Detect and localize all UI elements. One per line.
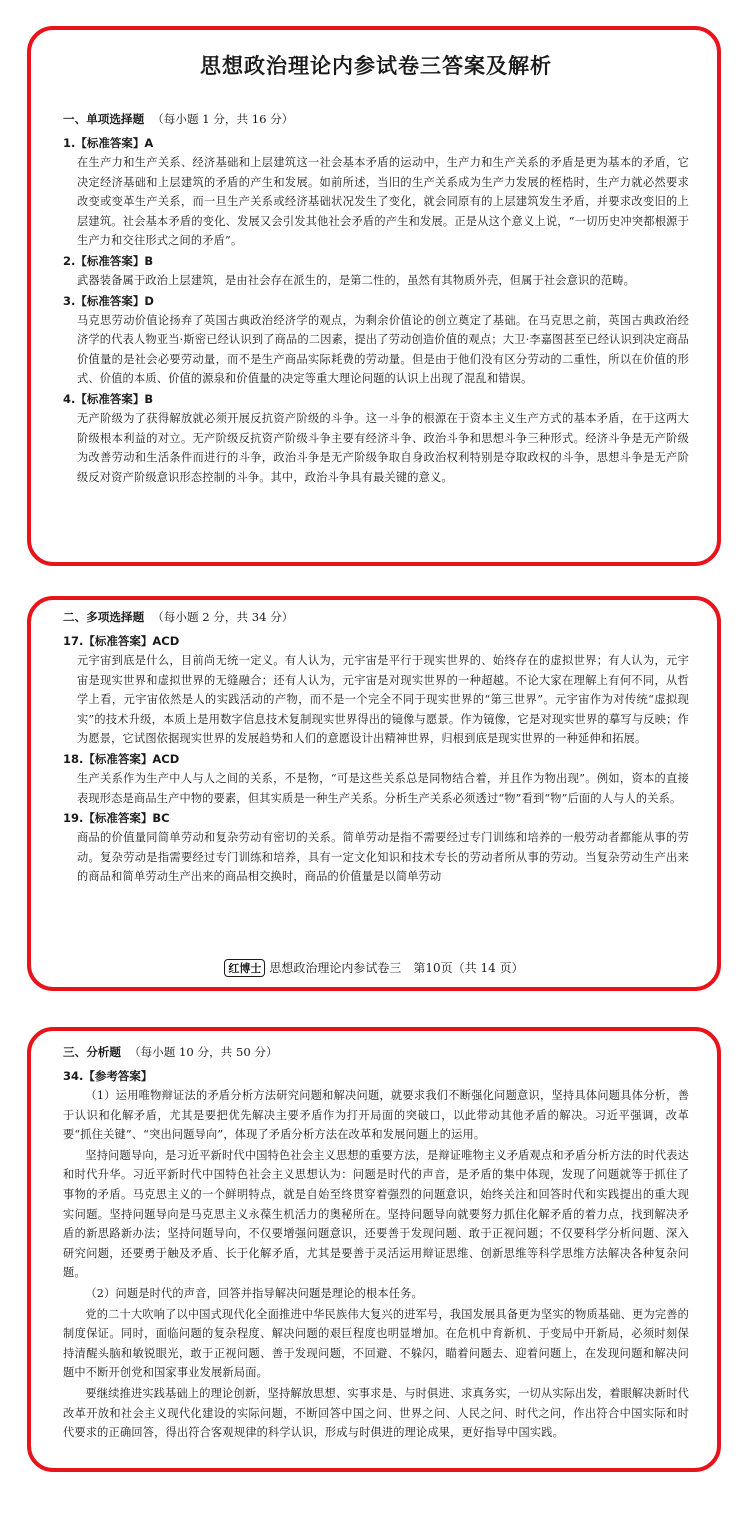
section-card-analysis	[27, 1027, 721, 1472]
answer-explanation: 马克思劳动价值论扬弃了英国古典政治经济学的观点，为剩余价值论的创立奠定了基础。在马克思之前，英国古典政治经济学的代表人物亚当·斯密已经认识到了商品的二因素，提出了劳动创造价值的观点；大卫·李嘉图甚至已经认识到决定商品价值量的是社会必要劳动量，而不是生产商品实际耗费的劳动量。但是由于他们没有区分劳动的二重性，所以在价值的形式、价值的本质、价值的源泉和价值量的决定等重大理论问题的认识上出现了混乱和错误。	[77, 313, 689, 386]
brand-logo: 红博士	[224, 959, 265, 977]
section-score-note: （每小题 2 分，共 34 分）	[152, 610, 294, 624]
answer-label-text: 19.【标准答案】BC	[63, 811, 170, 826]
answer-label	[63, 750, 689, 769]
answer-label	[63, 809, 689, 828]
answer-paragraph: （1）运用唯物辩证法的矛盾分析方法研究问题和解决问题，就要求我们不断强化问题意识，坚持具体问题具体分析，善于认识和化解矛盾，尤其是要把优先解决主要矛盾作为打开局面的突破口，以此带动其他矛盾的解决。习近平强调，改革要“抓住关键”、“突出问题导向”，体现了矛盾分析方法在改革和发展问题上的运用。	[63, 1089, 689, 1142]
section-card-multiple-choice	[27, 596, 721, 991]
answer-label-text: 34.【参考答案】	[63, 1069, 153, 1083]
page-footer	[31, 959, 717, 977]
section-card-single-choice	[27, 26, 721, 566]
answer-label	[63, 390, 689, 409]
answer-label-text: 1.【标准答案】A	[63, 136, 154, 150]
answer-explanation: 元宇宙到底是什么，目前尚无统一定义。有人认为，元宇宙是平行于现实世界的、始终存在的虚拟世界；有人认为，元宇宙是现实世界和虚拟世界的无缝融合；还有人认为，元宇宙是对现实世界的一种超越。不论大家在理解上有何不同，从哲学上看，元宇宙依然是人的实践活动的产物，而不是一个完全不同于现实世界的“第三世界”。元宇宙作为对传统“虚拟现实”的技术升级，本质上是用数字信息技术复制现实世界得出的镜像与愿景。作为镜像，它是对现实世界的摹写与反映；作为愿景，它试图依据现实世界的发展趋势和人们的意愿设计出精神世界，归根到底是现实世界的一种延伸和拓展。	[77, 654, 689, 746]
section-title: 二、多项选择题	[63, 610, 145, 624]
answer-explanation: 商品的价值量同简单劳动和复杂劳动有密切的关系。简单劳动是指不需要经过专门训练和培养的一般劳动者都能从事的劳动。复杂劳动是指需要经过专门训练和培养，具有一定文化知识和技术专长的劳动者所从事的劳动。当复杂劳动生产出来的商品和简单劳动生产出来的商品相交换时，商品的价值量是以简单劳动	[77, 831, 689, 884]
answer-label-text: 4.【标准答案】B	[63, 391, 154, 406]
answer-label-text: 2.【标准答案】B	[63, 253, 154, 268]
answer-explanation: 生产关系作为生产中人与人之间的关系，不是物，“可是这些关系总是同物结合着，并且作为物出现”。例如，资本的直接表现形态是商品生产中物的要素，但其实质是一种生产关系。分析生产关系必须透过“物”看到“物”后面的人与人的关系。	[77, 771, 689, 805]
answer-label	[63, 252, 689, 271]
answer-label	[63, 292, 689, 311]
answer-label-text: 17.【标准答案】ACD	[63, 634, 180, 648]
answer-explanation: 武器装备属于政治上层建筑，是由社会存在派生的，是第二性的，虽然有其物质外壳，但属于社会意识的范畴。	[77, 273, 635, 287]
answer-label	[63, 134, 689, 153]
answer-paragraph: 要继续推进实践基础上的理论创新，坚持解放思想、实事求是、与时俱进、求真务实，一切从实际出发，着眼解决新时代改革开放和社会主义现代化建设的实际问题，不断回答中国之问、世界之问、人民之问、时代之问，作出符合中国实际和时代要求的正确回答，得出符合客观规律的科学认识，形成与时俱进的理论成果，更好指导中国实践。	[63, 1386, 689, 1440]
answer-label-text: 3.【标准答案】D	[63, 293, 154, 308]
section-title: 三、分析题	[63, 1045, 121, 1059]
section-score-note: （每小题 10 分，共 50 分）	[128, 1045, 278, 1059]
answer-paragraph: 坚持问题导向，是习近平新时代中国特色社会主义思想的重要方法，是辩证唯物主义矛盾观点和矛盾分析方法的时代表达和时代升华。习近平新时代中国特色社会主义思想认为：问题是时代的声音，是矛盾的集中体现，发现了问题就等于抓住了事物的矛盾。马克思主义的一个鲜明特点，就是自始至终贯穿着强烈的问题意识，始终关注和回答时代和实践提出的重大现实问题。坚持问题导向是马克思主义永葆生机活力的奥秘所在。坚持问题导向就要努力抓住化解矛盾的着力点，找到解决矛盾的新思路新办法；坚持问题导向，不仅要增强问题意识，还要善于发现问题、敢于正视问题；不仅要科学分析问题、深入研究问题，还要勇于触及矛盾、长于化解矛盾，尤其是要善于灵活运用辩证思维、创新思维等科学思维方法解决各种复杂问题。	[63, 1148, 689, 1280]
answer-label	[63, 632, 689, 651]
section-heading	[63, 1043, 689, 1061]
section-score-note: （每小题 1 分，共 16 分）	[152, 112, 294, 126]
section-title: 一、单项选择题	[63, 112, 145, 126]
answer-explanation: 在生产力和生产关系、经济基础和上层建筑这一社会基本矛盾的运动中，生产力和生产关系的矛盾是更为基本的矛盾，它决定经济基础和上层建筑的矛盾的产生和发展。如前所述，当旧的生产关系成为生产力发展的桎梏时，生产力就必然要求改变或变革生产关系，而一旦生产关系或经济基础状况发生了变化，就会同原有的上层建筑发生矛盾，并要求改变旧的上层建筑。社会基本矛盾的变化、发展又会引发其他社会矛盾的产生和发展。正是从这个意义上说，“一切历史冲突都根源于生产力和交往形式之间的矛盾”。	[77, 156, 689, 248]
section-heading	[63, 110, 689, 128]
answer-label-text: 18.【标准答案】ACD	[63, 751, 180, 766]
section-heading	[63, 608, 689, 626]
answer-explanation: 无产阶级为了获得解放就必须开展反抗资产阶级的斗争。这一斗争的根源在于资本主义生产方式的基本矛盾，在于这两大阶级根本利益的对立。无产阶级反抗资产阶级斗争主要有经济斗争、政治斗争和思想斗争三种形式。经济斗争是无产阶级为改善劳动和生活条件而进行的斗争，政治斗争是无产阶级争取自身政治权利特别是夺取政权的斗争，思想斗争是无产阶级反对资产阶级意识形态控制的斗争。其中，政治斗争具有最关键的意义。	[77, 411, 689, 484]
answer-paragraph: 党的二十大吹响了以中国式现代化全面推进中华民族伟大复兴的进军号，我国发展具备更为坚实的物质基础、更为完善的制度保证。同时，面临问题的复杂程度、解决问题的艰巨程度也明显增加。在危机中育新机、于变局中开新局，必须时刻保持清醒头脑和敏锐眼光，敢于正视问题、善于发现问题，不回避、不躲闪，瞄着问题去、迎着问题上，在发现问题和解决问题中不断开创党和国家事业发展新局面。	[63, 1307, 689, 1380]
answer-paragraph: （2）问题是时代的声音，回答并指导解决问题是理论的根本任务。	[85, 1286, 423, 1300]
answer-label	[63, 1067, 689, 1086]
document-title: 思想政治理论内参试卷三答案及解析	[200, 54, 552, 78]
footer-page-info: 思想政治理论内参试卷三 第10页（共 14 页）	[269, 961, 524, 975]
